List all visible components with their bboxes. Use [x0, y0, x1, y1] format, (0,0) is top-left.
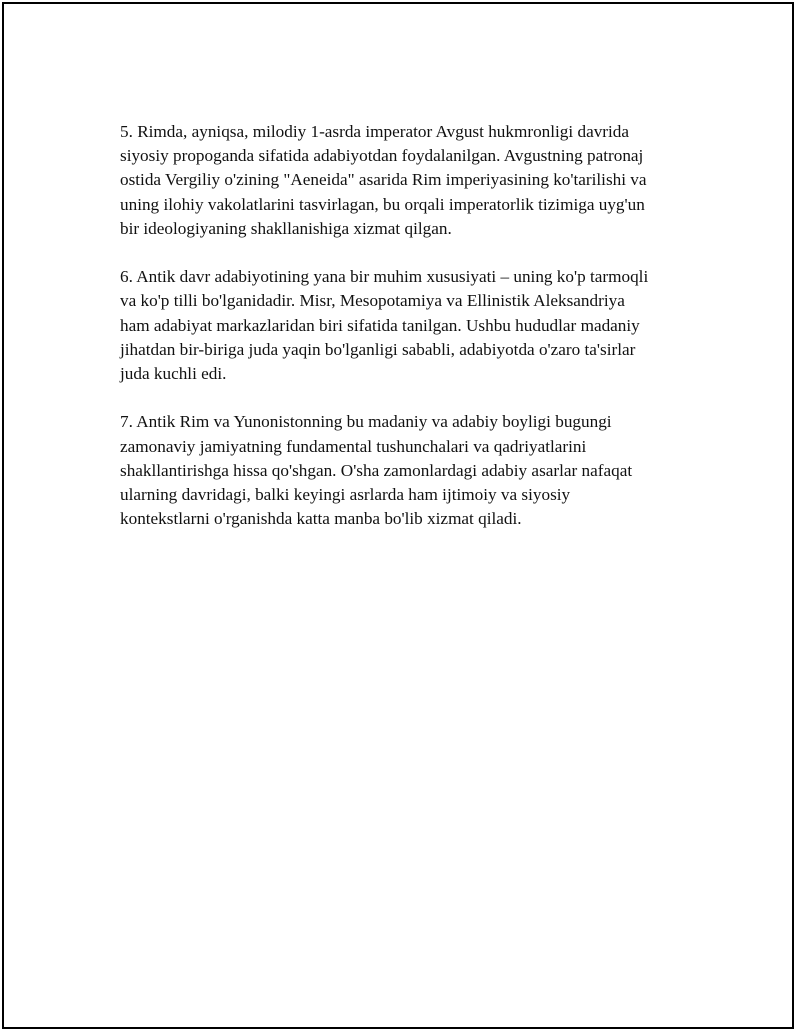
text-line: ham adabiyat markazlaridan biri sifatida tanilgan. Ushbu hududlar madaniy — [120, 315, 640, 335]
paragraph-6 — [120, 265, 710, 386]
document-page — [2, 2, 794, 1029]
text-line: bir ideologiyaning shakllanishiga xizmat qilgan. — [120, 218, 452, 238]
text-line: siyosiy propoganda sifatida adabiyotdan foydalanilgan. Avgustning patronaj — [120, 146, 644, 166]
paragraph-5 — [120, 120, 710, 241]
text-line: 5. Rimda, ayniqsa, milodiy 1-asrda imperator Avgust hukmronligi davrida — [120, 122, 630, 141]
text-line: va ko'p tilli bo'lganidadir. Misr, Mesopotamiya va Ellinistik Aleksandriya — [120, 291, 625, 311]
text-line: shakllantirishga hissa qo'shgan. O'sha zamonlardagi adabiy asarlar nafaqat — [120, 460, 633, 480]
text-line: ostida Vergiliy o'zining "Aeneida" asarida Rim imperiyasining ko'tarilishi va — [120, 170, 647, 190]
text-line: kontekstlarni o'rganishda katta manba bo'lib xizmat qiladi. — [120, 509, 522, 529]
text-line: jihatdan bir-biriga juda yaqin bo'lganligi sababli, adabiyotda o'zaro ta'sirlar — [120, 339, 636, 359]
text-line: uning ilohiy vakolatlarini tasvirlagan, bu orqali imperatorlik tizimiga uyg'un — [120, 194, 645, 214]
text-line: 7. Antik Rim va Yunonistonning bu madaniy va adabiy boyligi bugungi — [120, 412, 612, 432]
text-line: zamonaviy jamiyatning fundamental tushunchalari va qadriyatlarini — [120, 436, 587, 456]
text-line: ularning davridagi, balki keyingi asrlarda ham ijtimoiy va siyosiy — [120, 485, 571, 505]
document-body — [120, 120, 710, 556]
paragraph-7 — [120, 410, 710, 531]
text-line: 6. Antik davr adabiyotining yana bir muhim xususiyati – uning ko'p tarmoqli — [120, 267, 649, 287]
text-line: juda kuchli edi. — [120, 364, 227, 384]
